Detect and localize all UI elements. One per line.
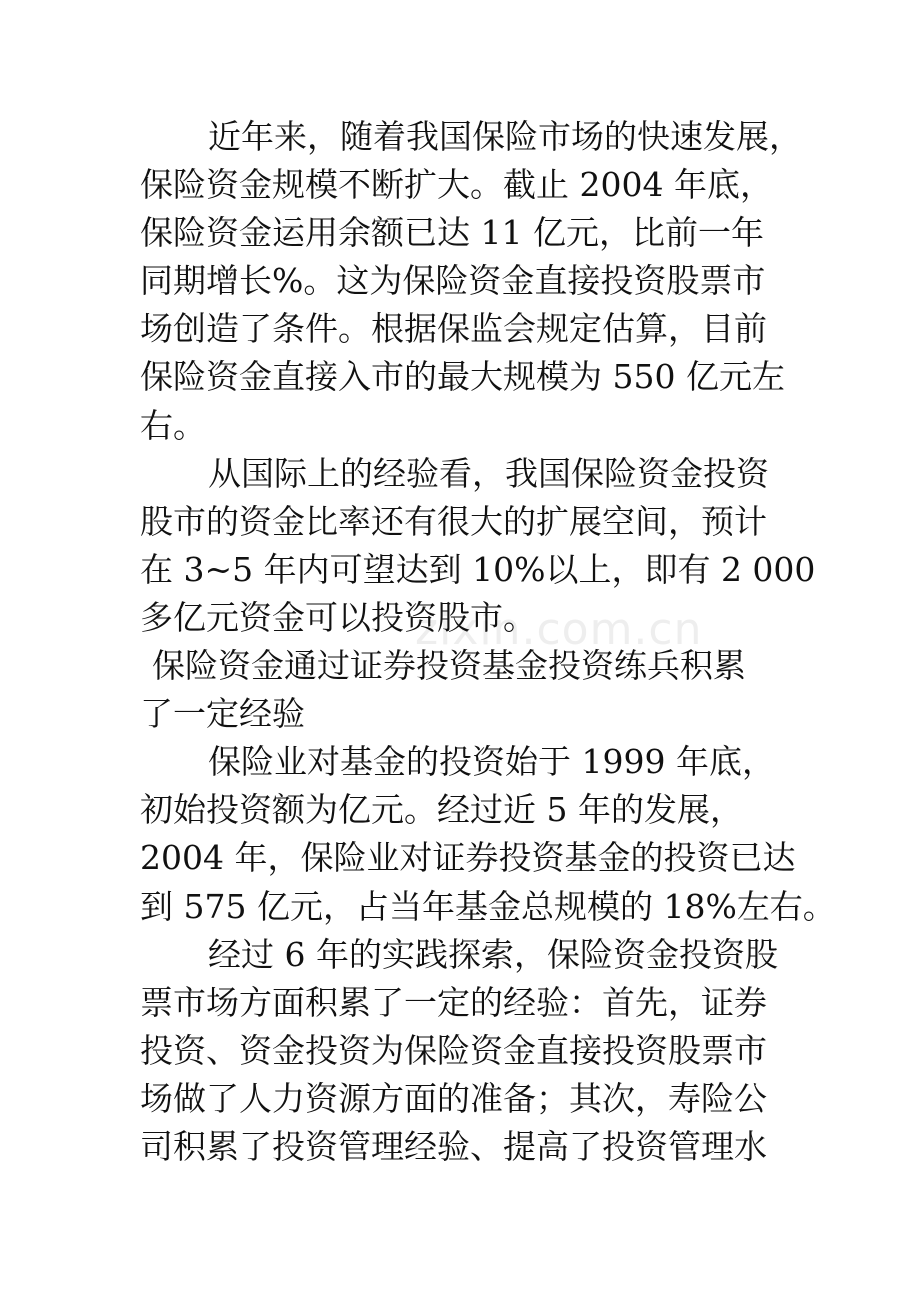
section-heading: 保险资金通过证券投资基金投资练兵积累 bbox=[152, 646, 746, 686]
text-line: 投资、资金投资为保险资金直接投资股票市 bbox=[140, 1030, 767, 1070]
text-line: 初始投资额为亿元。经过近 5 年的发展， bbox=[140, 790, 743, 830]
text-line: 保险资金运用余额已达 11 亿元，比前一年 bbox=[140, 213, 764, 253]
document-body bbox=[140, 113, 836, 1171]
text-line: 保险资金直接入市的最大规模为 550 亿元左 bbox=[140, 357, 785, 397]
text-line: 同期增长%。这为保险资金直接投资股票市 bbox=[140, 261, 766, 301]
text-line: 司积累了投资管理经验、提高了投资管理水 bbox=[140, 1126, 767, 1166]
text-line: 2004 年，保险业对证券投资基金的投资已达 bbox=[140, 838, 796, 878]
text-line: 股市的资金比率还有很大的扩展空间，预计 bbox=[140, 501, 767, 541]
text-line: 场创造了条件。根据保监会规定估算，目前 bbox=[140, 309, 767, 349]
text-line: 场做了人力资源方面的准备；其次，寿险公 bbox=[140, 1078, 767, 1118]
watermark: zixin.com.cn bbox=[415, 604, 703, 655]
section-heading-continued: 了一定经验 bbox=[140, 694, 305, 734]
text-line: 右。 bbox=[140, 405, 206, 445]
text-line: 在 3~5 年内可望达到 10%以上，即有 2 000 bbox=[140, 549, 816, 589]
text-line: 经过 6 年的实践探索，保险资金投资股 bbox=[208, 934, 778, 974]
text-line: 票市场方面积累了一定的经验：首先，证券 bbox=[140, 982, 767, 1022]
text-line: 保险业对基金的投资始于 1999 年底， bbox=[208, 742, 775, 782]
text-line: 保险资金规模不断扩大。截止 2004 年底， bbox=[140, 165, 773, 205]
text-line: 到 575 亿元，占当年基金总规模的 18%左右。 bbox=[140, 886, 836, 926]
text-line: 多亿元资金可以投资股市。 bbox=[140, 597, 536, 637]
text-line: 近年来，随着我国保险市场的快速发展， bbox=[208, 117, 802, 156]
text-line: 从国际上的经验看，我国保险资金投资 bbox=[208, 453, 769, 493]
